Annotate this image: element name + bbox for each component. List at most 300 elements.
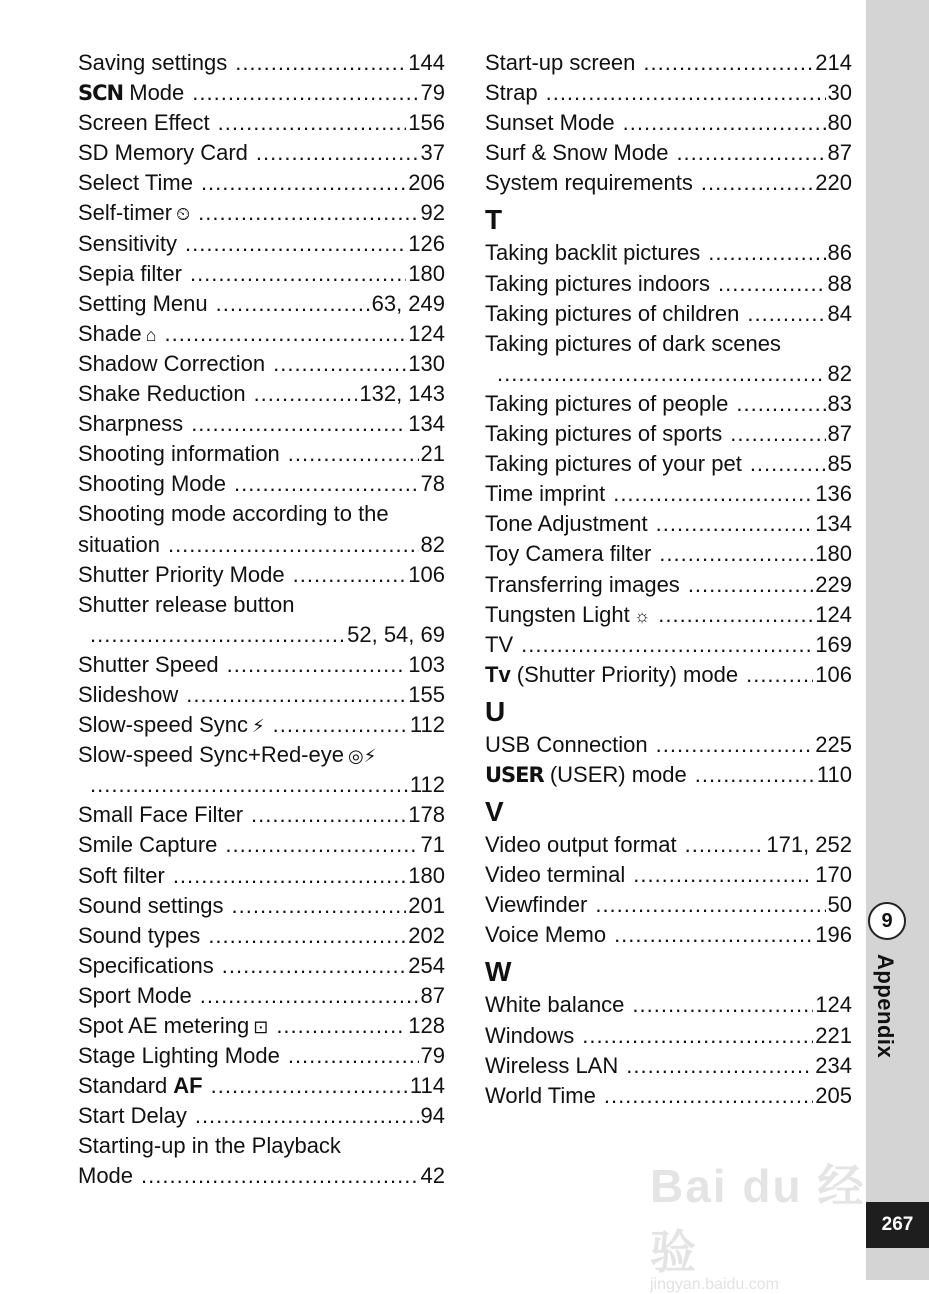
dot-leader xyxy=(288,439,419,469)
index-term: Windows xyxy=(485,1022,575,1048)
dot-leader xyxy=(90,620,345,650)
index-entry xyxy=(485,660,852,690)
index-term-wrap xyxy=(485,419,722,449)
index-entry xyxy=(78,981,445,1011)
index-term-wrap xyxy=(485,1021,574,1051)
index-entry xyxy=(78,198,445,228)
page-reference: 52, 54, 69 xyxy=(347,621,445,647)
index-entry xyxy=(78,349,445,379)
dot-leader xyxy=(701,168,813,198)
dot-leader xyxy=(656,730,814,760)
index-term-wrap xyxy=(78,650,219,680)
index-term: Shake Reduction xyxy=(78,381,246,407)
page-reference: 156 xyxy=(408,110,445,136)
index-entry xyxy=(485,269,852,299)
page-reference: 21 xyxy=(420,441,445,467)
dot-leader xyxy=(222,951,407,981)
dot-leader xyxy=(497,359,826,389)
dot-leader xyxy=(643,48,813,78)
index-term-wrap xyxy=(485,449,742,479)
index-term: Mode xyxy=(78,1163,134,1189)
dot-leader xyxy=(273,349,406,379)
index-term: World Time xyxy=(485,1082,596,1108)
mode-icon: SCN xyxy=(78,81,124,106)
index-entry xyxy=(78,229,445,259)
index-entry-line xyxy=(78,590,445,620)
index-term-wrap xyxy=(78,560,285,590)
index-term: Taking pictures indoors xyxy=(485,270,711,296)
index-term: Taking pictures of dark scenes xyxy=(485,330,781,356)
index-entry xyxy=(78,620,445,650)
index-entry xyxy=(78,319,445,349)
index-term: Toy Camera filter xyxy=(485,541,652,567)
index-term-wrap xyxy=(485,138,668,168)
page-reference: 82 xyxy=(420,531,445,557)
index-term: Taking pictures of sports xyxy=(485,421,723,447)
index-entry xyxy=(485,1051,852,1081)
section-letter: W xyxy=(485,956,512,988)
index-term: Sharpness xyxy=(78,411,184,437)
page-reference: 178 xyxy=(408,802,445,828)
index-entry xyxy=(485,860,852,890)
index-term: Taking pictures of people xyxy=(485,390,729,416)
mode-symbol-icon: ⌂ xyxy=(145,324,157,345)
dot-leader xyxy=(521,630,813,660)
dot-leader xyxy=(736,389,825,419)
page-reference: 84 xyxy=(827,300,852,326)
mode-icon: USER xyxy=(485,762,544,787)
index-entry xyxy=(78,1011,445,1041)
chapter-side-tab xyxy=(866,0,929,1280)
dot-leader xyxy=(632,990,813,1020)
index-term-wrap xyxy=(78,168,193,198)
dot-leader xyxy=(582,1021,813,1051)
index-term-wrap xyxy=(485,389,728,419)
index-term-wrap xyxy=(485,730,648,760)
page-reference: 180 xyxy=(408,862,445,888)
mode-symbol-icon: ☼ xyxy=(633,605,651,626)
page-reference: 37 xyxy=(420,140,445,166)
index-entry xyxy=(78,1161,445,1191)
index-term: Shutter Priority Mode xyxy=(78,561,285,587)
index-entry xyxy=(485,48,852,78)
index-column-left xyxy=(78,48,445,1192)
index-term-wrap xyxy=(78,48,227,78)
index-entry xyxy=(485,479,852,509)
dot-leader xyxy=(688,570,813,600)
page-reference: 112 xyxy=(409,772,445,798)
index-term: Start-up screen xyxy=(485,50,636,75)
dot-leader xyxy=(168,530,419,560)
index-term: Stage Lighting Mode xyxy=(78,1043,280,1069)
index-term-wrap xyxy=(78,439,280,469)
index-term-wrap xyxy=(485,238,700,268)
index-term-wrap xyxy=(485,830,677,860)
dot-leader xyxy=(225,830,418,860)
index-entry xyxy=(485,990,852,1020)
index-entry xyxy=(485,539,852,569)
index-term-wrap xyxy=(78,469,226,499)
dot-leader xyxy=(192,78,418,108)
index-entry xyxy=(78,770,445,800)
index-entry xyxy=(485,760,852,790)
page-reference: 201 xyxy=(408,892,445,918)
index-term-wrap xyxy=(485,570,680,600)
index-entry xyxy=(485,449,852,479)
index-entry xyxy=(78,439,445,469)
index-term-wrap xyxy=(485,1051,618,1081)
mode-icon: Tv xyxy=(485,661,511,687)
index-term: Mode xyxy=(123,80,185,106)
dot-leader xyxy=(626,1051,813,1081)
index-entry xyxy=(78,921,445,951)
dot-leader xyxy=(730,419,825,449)
page-reference: 88 xyxy=(827,270,852,296)
index-term: Video output format xyxy=(485,832,677,858)
page-reference: 220 xyxy=(815,170,852,196)
dot-leader xyxy=(198,198,418,228)
page-reference: 86 xyxy=(827,240,852,266)
dot-leader xyxy=(251,800,406,830)
index-entry xyxy=(485,509,852,539)
index-term-wrap xyxy=(485,920,606,950)
index-term-wrap xyxy=(78,108,210,138)
page-reference: 106 xyxy=(408,561,445,587)
index-term-wrap xyxy=(78,530,160,560)
index-term: Time imprint xyxy=(485,481,606,507)
index-entry-line xyxy=(78,499,445,529)
page-reference: 110 xyxy=(816,761,852,787)
dot-leader xyxy=(747,299,825,329)
dot-leader xyxy=(614,920,813,950)
index-term: Shooting Mode xyxy=(78,471,226,497)
dot-leader xyxy=(613,479,813,509)
index-term-wrap xyxy=(485,299,739,329)
page-reference: 103 xyxy=(408,651,445,677)
page-reference: 134 xyxy=(815,511,852,537)
index-term: Sepia filter xyxy=(78,260,182,286)
index-entry xyxy=(485,600,852,630)
index-term: System requirements xyxy=(485,170,693,196)
index-entry xyxy=(78,1041,445,1071)
index-term-wrap xyxy=(78,800,243,830)
dot-leader xyxy=(90,770,408,800)
page-reference: 180 xyxy=(815,541,852,567)
page-reference: 134 xyxy=(408,411,445,437)
index-entry xyxy=(78,891,445,921)
page-reference: 132, 143 xyxy=(359,381,445,407)
page-reference: 82 xyxy=(827,360,852,386)
dot-leader xyxy=(658,600,813,630)
index-term: Soft filter xyxy=(78,862,165,888)
page-reference: 78 xyxy=(420,471,445,497)
page-reference: 234 xyxy=(815,1052,852,1078)
dot-leader xyxy=(623,108,826,138)
page-reference: 126 xyxy=(408,230,445,256)
index-term: Standard xyxy=(78,1073,168,1099)
index-entry xyxy=(485,1081,852,1111)
index-term: Select Time xyxy=(78,170,193,196)
index-entry xyxy=(78,168,445,198)
mode-symbol-icon: ⏲ xyxy=(176,204,191,225)
index-term: (Shutter Priority) mode xyxy=(510,661,739,687)
index-term-wrap xyxy=(78,349,265,379)
index-term: Spot AE metering xyxy=(78,1013,250,1038)
index-entry xyxy=(78,530,445,560)
page-reference: 254 xyxy=(408,952,445,978)
baidu-watermark xyxy=(650,1150,880,1293)
index-term-wrap xyxy=(78,319,157,350)
dot-leader xyxy=(273,710,408,740)
page-reference: 85 xyxy=(827,451,852,477)
index-entry-line xyxy=(485,329,852,359)
index-term: Shadow Correction xyxy=(78,350,266,376)
index-term-wrap xyxy=(485,168,693,198)
index-entry xyxy=(485,78,852,108)
index-entry xyxy=(78,138,445,168)
index-term: Slideshow xyxy=(78,681,179,707)
index-term-wrap xyxy=(78,1011,268,1042)
watermark-url: jingyan.baidu.com xyxy=(650,1276,779,1293)
index-entry xyxy=(485,389,852,419)
dot-leader xyxy=(218,108,407,138)
index-term: Voice Memo xyxy=(485,922,607,948)
index-term: Surf & Snow Mode xyxy=(485,140,669,166)
dot-leader xyxy=(235,48,406,78)
index-term-wrap xyxy=(485,108,615,138)
page-reference: 80 xyxy=(827,110,852,136)
dot-leader xyxy=(173,861,406,891)
dot-leader xyxy=(708,238,825,268)
page-reference: 128 xyxy=(408,1013,445,1038)
page-reference: 50 xyxy=(827,892,852,918)
index-term-wrap xyxy=(485,539,651,569)
dot-leader xyxy=(195,1101,419,1131)
page-reference: 202 xyxy=(408,922,445,948)
index-term-wrap xyxy=(78,1071,203,1101)
page-reference: 225 xyxy=(815,731,852,757)
index-term: Shutter release button xyxy=(78,591,295,617)
index-entry xyxy=(78,1101,445,1131)
index-term-wrap xyxy=(78,921,200,951)
page-reference: 106 xyxy=(815,661,852,687)
index-term-wrap xyxy=(485,509,648,539)
index-entry xyxy=(485,630,852,660)
index-term-wrap xyxy=(78,379,246,409)
dot-leader xyxy=(676,138,825,168)
page-reference: 136 xyxy=(815,481,852,507)
index-term: Setting Menu xyxy=(78,290,208,316)
dot-leader xyxy=(200,981,419,1011)
section-letter: U xyxy=(485,695,506,727)
dot-leader xyxy=(201,168,406,198)
index-term-wrap xyxy=(78,198,190,229)
index-entry xyxy=(485,168,852,198)
index-term-wrap xyxy=(485,78,538,108)
index-term: Taking pictures of children xyxy=(485,300,740,326)
page-reference: 155 xyxy=(408,681,445,707)
page-reference: 79 xyxy=(420,1043,445,1069)
page-reference: 114 xyxy=(409,1073,445,1099)
page-reference: 170 xyxy=(815,862,852,888)
index-term: Starting-up in the Playback xyxy=(78,1133,341,1159)
dot-leader xyxy=(293,560,407,590)
dot-leader xyxy=(141,1161,418,1191)
index-term: Sound settings xyxy=(78,892,224,918)
index-term: Sunset Mode xyxy=(485,110,615,136)
index-term-wrap xyxy=(78,1101,187,1131)
index-entry xyxy=(485,108,852,138)
dot-leader xyxy=(234,469,419,499)
index-term-wrap xyxy=(485,600,650,631)
index-entry xyxy=(485,299,852,329)
dot-leader xyxy=(256,138,419,168)
index-entry xyxy=(78,560,445,590)
page-reference: 124 xyxy=(815,601,852,627)
dot-leader xyxy=(186,680,406,710)
index-entry xyxy=(78,1071,445,1101)
dot-leader xyxy=(191,409,406,439)
index-entry xyxy=(78,48,445,78)
index-entry xyxy=(485,570,852,600)
index-term-wrap xyxy=(78,861,165,891)
index-term: Slow-speed Sync xyxy=(78,712,248,738)
page-reference: 87 xyxy=(420,982,445,1008)
index-term-wrap xyxy=(485,479,605,509)
page-reference: 94 xyxy=(420,1103,445,1129)
page-reference: 130 xyxy=(408,350,445,376)
index-term-wrap xyxy=(485,48,635,78)
index-term-wrap xyxy=(78,951,214,981)
page-reference: 206 xyxy=(408,170,445,196)
index-term: Strap xyxy=(485,80,538,106)
dot-leader xyxy=(254,379,358,409)
dot-leader xyxy=(546,78,826,108)
index-term-wrap xyxy=(485,1081,596,1111)
dot-leader xyxy=(288,1041,419,1071)
index-term: situation xyxy=(78,531,160,557)
dot-leader xyxy=(685,830,765,860)
dot-leader xyxy=(633,860,813,890)
index-entry-line xyxy=(78,740,445,770)
dot-leader xyxy=(208,921,406,951)
index-entry xyxy=(485,730,852,760)
flash-redeye-icon: ◎⚡ xyxy=(347,746,377,767)
index-entry xyxy=(78,108,445,138)
index-term: Sensitivity xyxy=(78,230,178,256)
index-term-wrap xyxy=(78,259,182,289)
index-term: White balance xyxy=(485,992,625,1018)
index-term: Transferring images xyxy=(485,571,680,597)
index-term: Tone Adjustment xyxy=(485,511,648,537)
chapter-number-badge: 9 xyxy=(868,902,906,940)
index-entry xyxy=(78,78,445,108)
dot-leader xyxy=(659,539,813,569)
index-term-wrap xyxy=(78,710,265,741)
dot-leader xyxy=(595,890,825,920)
index-entry xyxy=(485,890,852,920)
index-column-right xyxy=(485,48,852,1111)
index-term: Saving settings xyxy=(78,50,228,75)
index-term-wrap xyxy=(78,78,184,108)
page-reference: 229 xyxy=(815,571,852,597)
dot-leader xyxy=(190,259,406,289)
index-term: Start Delay xyxy=(78,1103,187,1129)
dot-leader xyxy=(211,1071,408,1101)
index-term: Wireless LAN xyxy=(485,1052,619,1078)
dot-leader xyxy=(718,269,826,299)
index-entry xyxy=(78,951,445,981)
page-reference: 71 xyxy=(420,832,445,858)
dot-leader xyxy=(656,509,814,539)
index-term-wrap xyxy=(485,860,625,890)
index-entry xyxy=(485,920,852,950)
index-entry xyxy=(78,861,445,891)
page-reference: 221 xyxy=(815,1022,852,1048)
page-reference: 124 xyxy=(815,992,852,1018)
chapter-label: Appendix xyxy=(873,954,898,1059)
index-term: Self-timer xyxy=(78,200,173,226)
index-term-wrap xyxy=(485,269,710,299)
index-entry xyxy=(78,710,445,740)
index-term: Shooting information xyxy=(78,441,280,467)
page-reference: 112 xyxy=(409,712,445,738)
index-term-wrap xyxy=(78,1041,280,1071)
page-reference: 214 xyxy=(815,50,852,75)
dot-leader xyxy=(227,650,407,680)
page-reference: 169 xyxy=(815,631,852,657)
index-term-wrap xyxy=(78,1161,133,1191)
dot-leader xyxy=(165,319,407,349)
index-term-wrap xyxy=(78,289,208,319)
index-term: Screen Effect xyxy=(78,110,210,136)
dot-leader xyxy=(746,660,813,690)
index-term-wrap xyxy=(78,229,177,259)
index-term-wrap xyxy=(78,981,192,1011)
dot-leader xyxy=(216,289,370,319)
index-term-wrap xyxy=(78,830,217,860)
dot-leader xyxy=(232,891,407,921)
index-term: Tungsten Light xyxy=(485,601,630,627)
index-entry xyxy=(78,469,445,499)
index-term-wrap xyxy=(78,680,178,710)
index-term: Slow-speed Sync+Red-eye xyxy=(78,742,344,768)
index-term: (USER) mode xyxy=(543,761,687,787)
index-term: Sport Mode xyxy=(78,982,192,1008)
index-term: Small Face Filter xyxy=(78,802,244,828)
index-term: Shade xyxy=(78,320,142,346)
index-entry-line xyxy=(78,1131,445,1161)
page-reference: 42 xyxy=(420,1163,445,1189)
index-term: Taking backlit pictures xyxy=(485,240,701,266)
index-term: USB Connection xyxy=(485,731,648,757)
index-entry xyxy=(485,419,852,449)
mode-symbol-icon: ⊡ xyxy=(253,1017,269,1037)
index-entry xyxy=(78,830,445,860)
index-entry xyxy=(78,409,445,439)
index-term-wrap xyxy=(485,990,624,1020)
watermark-logo: Bai du 经验 xyxy=(650,1160,866,1278)
index-term-wrap xyxy=(78,891,224,921)
index-term: Shooting mode according to the xyxy=(78,501,389,527)
index-term-wrap xyxy=(485,660,738,690)
section-letter: V xyxy=(485,796,504,828)
index-term-wrap xyxy=(485,630,513,660)
index-term-wrap xyxy=(485,890,587,920)
dot-leader xyxy=(185,229,406,259)
page-reference: 196 xyxy=(815,922,852,948)
page-reference: 144 xyxy=(408,50,445,75)
